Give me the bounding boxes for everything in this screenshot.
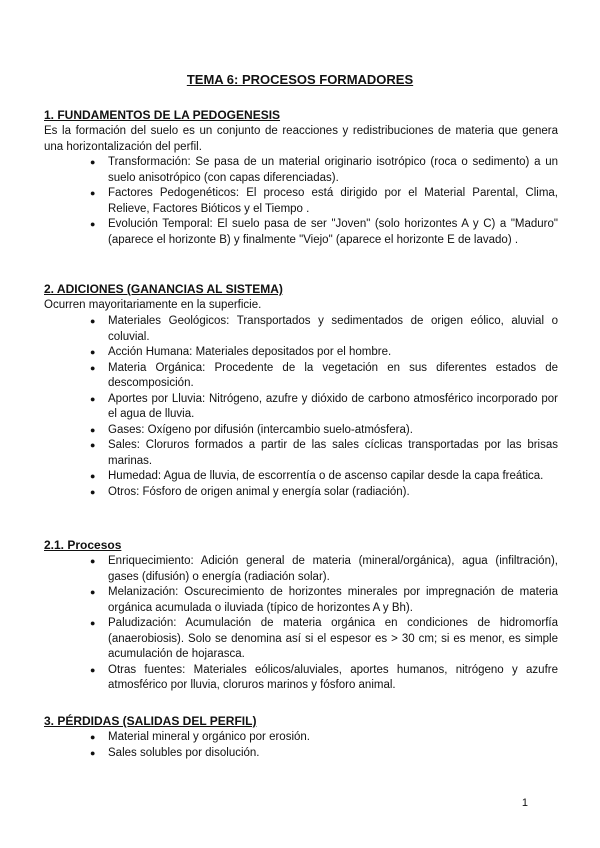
- list-item: ● Material mineral y orgánico por erosión.: [108, 730, 558, 746]
- section-2-intro: Ocurren mayoritariamente en la superficie.: [44, 299, 262, 311]
- section-3-list: [108, 730, 558, 761]
- list-item: ● Materiales Geológicos: Transportados y sedimentados de origen eólico, aluvial o coluvial.: [108, 314, 558, 345]
- section-3-heading: 3. PÉRDIDAS (SALIDAS DEL PERFIL): [44, 714, 257, 728]
- section-2-heading: 2. ADICIONES (GANANCIAS AL SISTEMA): [44, 282, 283, 296]
- section-1-heading: 1. FUNDAMENTOS DE LA PEDOGENESIS: [44, 108, 281, 122]
- list-item: ● Otros: Fósforo de origen animal y energía solar (radiación).: [108, 485, 558, 501]
- section-1-list: [108, 155, 558, 248]
- list-item: ● Enriquecimiento: Adición general de materia (mineral/orgánica), agua (infiltración), gases (difusión) o energía (radiación solar).: [108, 554, 558, 585]
- list-item: ● Aportes por Lluvia: Nitrógeno, azufre y dióxido de carbono atmosférico incorporado por el agua de lluvia.: [108, 392, 558, 423]
- list-item: ● Evolución Temporal: El suelo pasa de ser "Joven" (solo horizontes A y C) a "Maduro" (aparece el horizonte B) y finalmente "Viejo" (aparece el horizonte E de lavado) .: [108, 217, 558, 248]
- list-item: ● Acción Humana: Materiales depositados por el hombre.: [108, 345, 558, 361]
- list-item: ● Sales solubles por disolución.: [108, 746, 558, 762]
- list-item: ● Factores Pedogenéticos: El proceso está dirigido por el Material Parental, Clima, Relieve, Factores Bióticos y el Tiempo .: [108, 186, 558, 217]
- list-item: ● Gases: Oxígeno por difusión (intercambio suelo-atmósfera).: [108, 423, 558, 439]
- section-2-1-list: [108, 554, 558, 694]
- section-2-list: [108, 314, 558, 500]
- page-number: 1: [521, 797, 528, 809]
- list-item: ● Melanización: Oscurecimiento de horizontes minerales por impregnación de materia orgánica acumulada o iluviada (típico de horizontes A y Bh).: [108, 585, 558, 616]
- section-2-1-heading: 2.1. Procesos: [44, 538, 122, 552]
- list-item: ● Otras fuentes: Materiales eólicos/aluviales, aportes humanos, nitrógeno y azufre atmosférico por lluvia, cloruros marinos y fósforo animal.: [108, 663, 558, 694]
- list-item: ● Sales: Cloruros formados a partir de las sales cíclicas transportadas por las brisas marinas.: [108, 438, 558, 469]
- page-title: TEMA 6: PROCESOS FORMADORES: [186, 72, 414, 87]
- list-item: ● Paludización: Acumulación de materia orgánica en condiciones de hidromorfía (anaerobiosis). Solo se denomina así si el espesor es > 30 cm; si es menor, es simple acumulación de hojarasca.: [108, 616, 558, 663]
- list-item: ● Materia Orgánica: Procedente de la vegetación en sus diferentes estados de descomposición.: [108, 361, 558, 392]
- list-item: ● Transformación: Se pasa de un material originario isotrópico (roca o sedimento) a un suelo anisotrópico (con capas diferenciadas).: [108, 155, 558, 186]
- list-item: ● Humedad: Agua de lluvia, de escorrentía o de ascenso capilar desde la capa freática.: [108, 469, 558, 485]
- section-1-intro: Es la formación del suelo es un conjunto de reacciones y redistribuciones de materia que genera una horizontalización del perfil.: [44, 125, 558, 153]
